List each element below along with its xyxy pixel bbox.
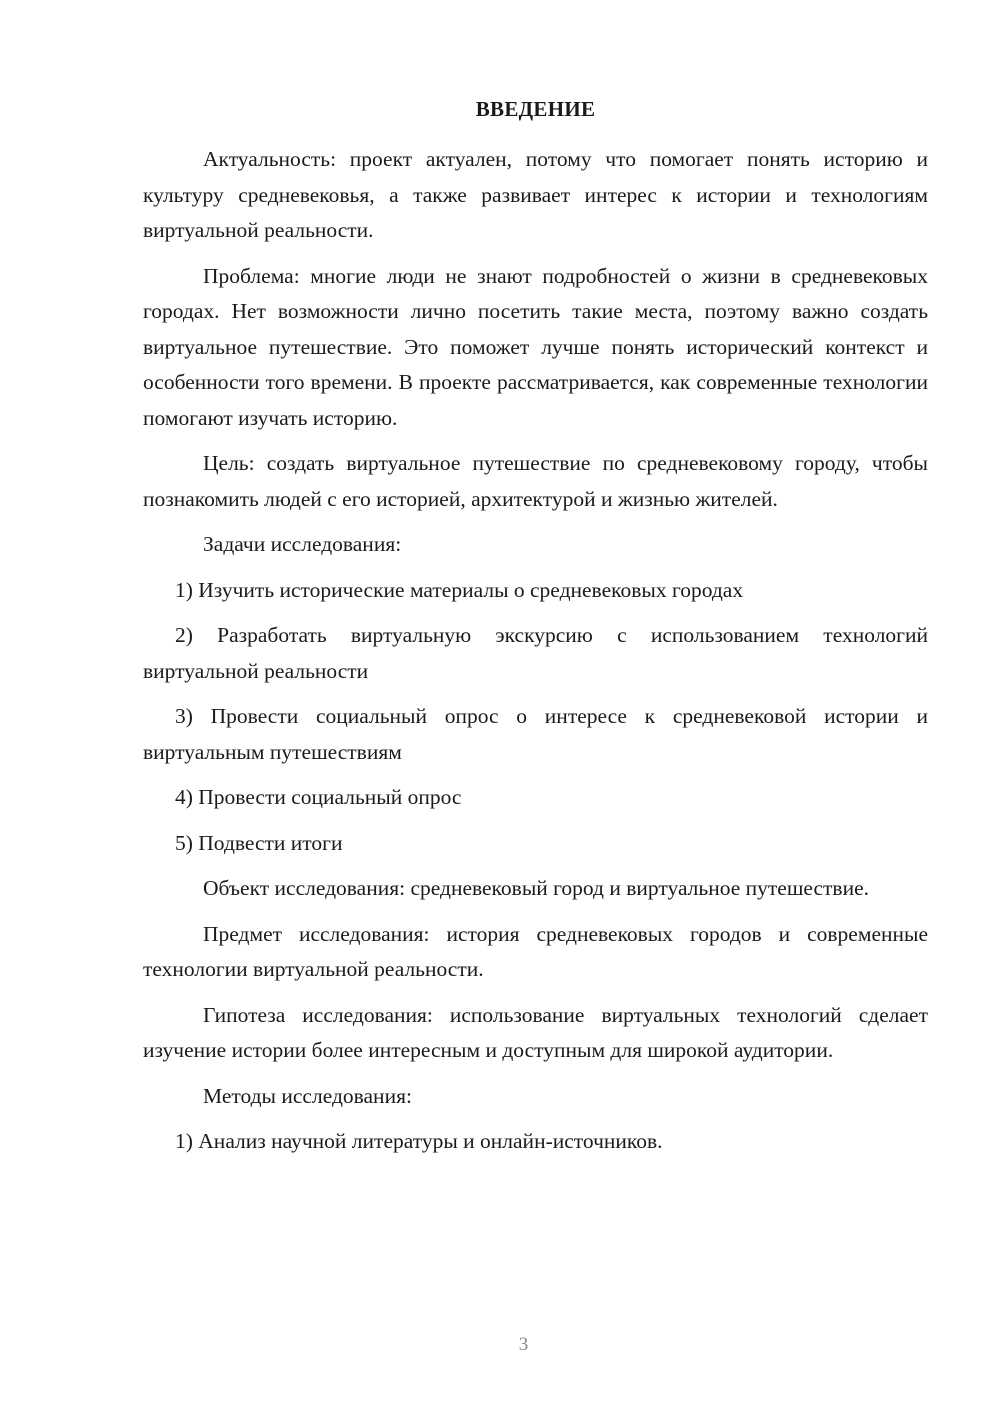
object-paragraph: Объект исследования: средневековый город и виртуальное путешествие. — [203, 876, 869, 900]
task-item-3: 3) Провести социальный опрос о интересе к средневековой истории и виртуальным путешествиям — [143, 704, 928, 764]
task-item-2: 2) Разработать виртуальную экскурсию с использованием технологий виртуальной реальности — [143, 623, 928, 683]
task-item-4: 4) Провести социальный опрос — [175, 785, 462, 809]
tasks-heading: Задачи исследования: — [203, 532, 402, 556]
problem-paragraph: Проблема: многие люди не знают подробностей о жизни в средневековых городах. Нет возможности лично посетить такие места, поэтому важно создать виртуальное путешествие. Это поможет лучше понять исторический контекст и особенности того времени. В проекте рассматривается, как современные технологии помогают изучать историю. — [143, 263, 928, 430]
task-item-5: 5) Подвести итоги — [175, 830, 343, 855]
page-number: 3 — [518, 1334, 529, 1355]
hypothesis-paragraph: Гипотеза исследования: использование виртуальных технологий сделает изучение истории более интересным и доступным для широкой аудитории. — [143, 1002, 928, 1062]
method-item-1: 1) Анализ научной литературы и онлайн-источников. — [175, 1129, 663, 1153]
relevance-paragraph: Актуальность: проект актуален, потому что помогает понять историю и культуру средневековья, а также развивает интерес к истории и технологиям виртуальной реальности. — [143, 147, 928, 242]
methods-heading: Методы исследования: — [203, 1083, 412, 1108]
page-title: ВВЕДЕНИЕ — [475, 97, 596, 121]
document-page — [143, 0, 928, 1414]
goal-paragraph: Цель: создать виртуальное путешествие по средневековому городу, чтобы познакомить людей с его историей, архитектурой и жизнью жителей. — [143, 451, 928, 511]
subject-paragraph: Предмет исследования: история средневековых городов и современные технологии виртуальной реальности. — [143, 921, 928, 981]
task-item-1: 1) Изучить исторические материалы о средневековых городах — [175, 577, 744, 602]
page-body — [143, 142, 928, 1170]
